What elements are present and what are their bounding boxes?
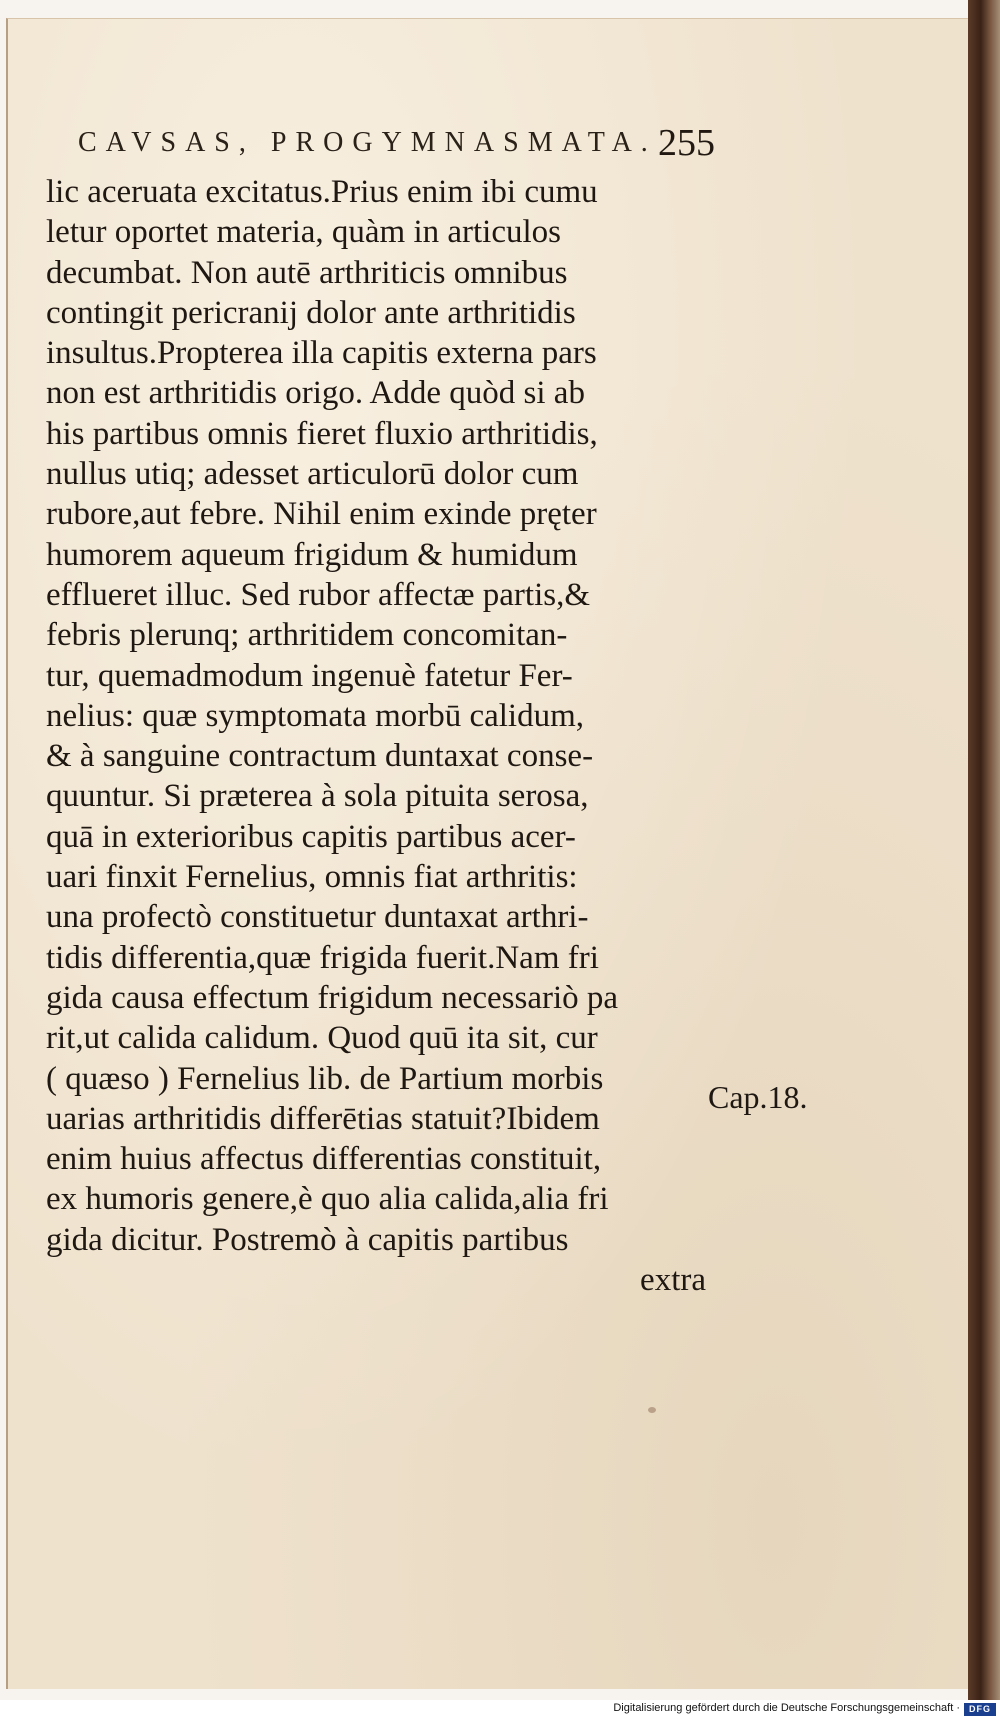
text-line: enim huius affectus differentias constituit,: [46, 1141, 602, 1178]
text-line: rit,ut calida calidum. Quod quū ita sit, cur: [46, 1020, 598, 1057]
book-edge: [968, 0, 1000, 1700]
text-line: ex humoris genere,è quo alia calida,alia fri: [46, 1181, 609, 1218]
text-line: & à sanguine contractum duntaxat conse-: [46, 738, 594, 775]
text-line: decumbat. Non autē arthriticis omnibus: [46, 254, 568, 291]
text-line: febris plerunq; arthritidem concomitan-: [46, 617, 568, 654]
text-line: ( quæso ) Fernelius lib. de Partium morbis: [46, 1060, 604, 1097]
text-line: contingit pericranij dolor ante arthritidis: [46, 294, 576, 331]
text-line: uarias arthritidis differētias statuit?Ibidem: [46, 1100, 600, 1137]
footer-credit: Digitalisierung gefördert durch die Deutsche Forschungsgemeinschaft ·: [613, 1702, 960, 1714]
text-line: rubore,aut febre. Nihil enim exinde pręter: [46, 496, 597, 533]
text-line: quuntur. Si præterea à sola pituita serosa,: [46, 778, 589, 815]
text-line: una profectò constituetur duntaxat arthri-: [46, 899, 589, 936]
running-head: CAVSAS, PROGYMNASMATA.: [78, 127, 657, 158]
text-line: uari finxit Fernelius, omnis fiat arthritis:: [46, 859, 578, 896]
text-line: gida dicitur. Postremò à capitis partibus: [46, 1221, 569, 1258]
text-line: letur oportet materia, quàm in articulos: [46, 214, 561, 251]
text-line: his partibus omnis fieret fluxio arthritidis,: [46, 415, 598, 452]
text-line: tur, quemadmodum ingenuè fatetur Fer-: [46, 657, 573, 694]
text-line: nullus utiq; adesset articulorū dolor cum: [46, 456, 579, 493]
body-text: [46, 172, 746, 1300]
text-line: non est arthritidis origo. Adde quòd si ab: [46, 375, 585, 412]
book-page: [6, 18, 968, 1689]
text-line: tidis differentia,quæ frigida fuerit.Nam fri: [46, 939, 599, 976]
footer-bar: [0, 1700, 1000, 1720]
text-line: lic aceruata excitatus.Prius enim ibi cumu: [46, 174, 598, 210]
text-line: humorem aqueum frigidum & humidum: [46, 536, 578, 573]
ink-spot: [648, 1407, 656, 1413]
text-line: efflueret illuc. Sed rubor affectæ partis,&: [46, 576, 591, 613]
text-line: nelius: quæ symptomata morbū calidum,: [46, 697, 585, 734]
text-line: insultus.Propterea illa capitis externa pars: [46, 335, 597, 372]
text-line: gida causa effectum frigidum necessariò pa: [46, 979, 619, 1016]
margin-note: Cap.18.: [708, 1079, 808, 1115]
page-number: 255: [658, 122, 715, 164]
dfg-logo: DFG: [964, 1703, 996, 1716]
text-line: quā in exterioribus capitis partibus acer-: [46, 818, 576, 855]
catchword: extra: [640, 1262, 706, 1299]
